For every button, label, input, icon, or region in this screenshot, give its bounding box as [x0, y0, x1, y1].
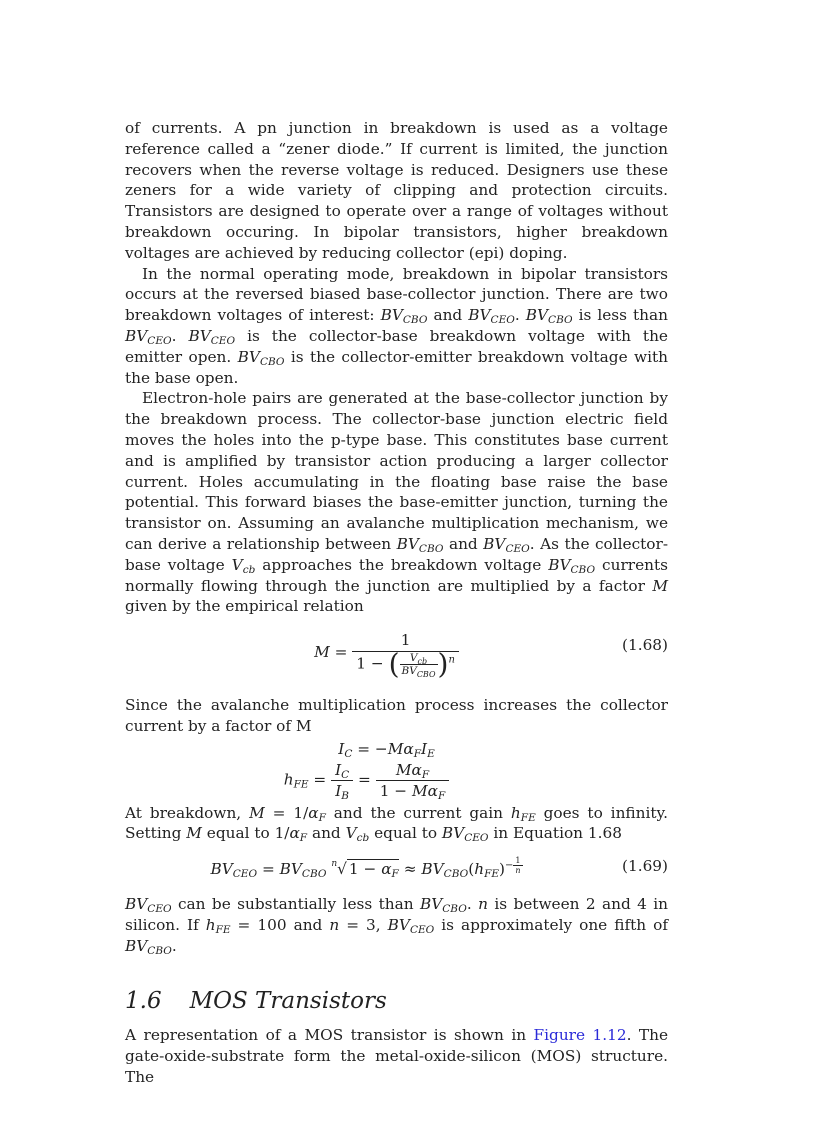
equation-ic: $I_C = -M\alpha_FI_E$: [338, 739, 435, 760]
paragraph-zener: of currents. A pn junction in breakdown is used as a voltage reference called a “zener diode.” If current is limited, the junction recovers when the reverse voltage is reduced. Designers use these zeners for a wide variety of clipping and protection circuits. Transistors are designed to operate over a range of voltages without breakdown occuring. In bipolar transistors, higher breakdown voltages are achieved by reducing collector (epi) doping.: [125, 119, 668, 262]
equation-number: (1.68): [622, 636, 668, 655]
equation-number: (1.69): [622, 857, 668, 876]
section-heading: [125, 987, 668, 1014]
equation-1-69: $BV_{CEO} = BV_{CBO}$ $^n$√ $1 - \alpha_F \approx BV_{CBO}(h_{FE})^{- \frac{1}{n}}$ (1.69): [210, 856, 668, 881]
paragraph-bvceo-fraction: $BV_{CEO}$ can be substantially less than $BV_{CBO}$. n is between 2 and 4 in silicon. If $h_{FE} = 100$ and n = 3, $BV_{CEO}$ is approximately one fifth of $BV_{CBO}$.: [125, 895, 668, 957]
section-title: MOS Transistors: [189, 987, 387, 1014]
page-body: [125, 118, 668, 1088]
section-number: 1.6: [125, 987, 162, 1014]
paragraph-breakdown-modes: In the normal operating mode, breakdown in bipolar transistors occurs at the reversed biased base-collector junction. There are two breakdown voltages of interest: $BV_{CBO}$ and $BV_{CEO}$. $BV_{CBO}$ is less than $BV_{CEO}$. $BV_{CEO}$ is the collector-base breakdown voltage with the emitter open. $BV_{CBO}$ is the collector-emitter breakdown voltage with the base open.: [125, 264, 669, 387]
equation-1-68: M = 1 1 − ( $\frac{V_{cb}}{BV_{CBO}}$ )$^n$ (1.68): [314, 631, 668, 681]
paragraph-mos-intro: A representation of a MOS transistor is shown in Figure 1.12. The gate-oxide-substrate form the metal-oxide-silicon (MOS) structure. The: [125, 1026, 669, 1086]
paragraph-avalanche: Electron-hole pairs are generated at the base-collector junction by the breakdown process. The collector-base junction electric field moves the holes into the p-type base. This constitutes base current and is amplified by transistor action producing a larger collector current. Holes accumulating in the floating base raise the base potential. This forward biases the base-emitter junction, turning the transistor on. Assuming an avalanche multiplication mechanism, we can derive a relationship between $BV_{CBO}$ and $BV_{CEO}$. As the collector-base voltage $V_{cb}$ approaches the breakdown voltage $BV_{CBO}$ currents normally flowing through the junction are multiplied by a factor M given by the empirical relation: [125, 389, 668, 616]
figure-link[interactable]: Figure 1.12: [533, 1026, 627, 1045]
paragraph-multiplication: Since the avalanche multiplication process increases the collector current by a factor of M: [125, 696, 668, 735]
paragraph-at-breakdown: At breakdown, $M = 1/\alpha_F$ and the current gain $h_{FE}$ goes to infinity. Setting M equal to $1/\alpha_F$ and $V_{cb}$ equal to $BV_{CEO}$ in Equation 1.68: [125, 803, 668, 845]
equation-hfe: $h_{FE}$ = $\frac{I_C}{I_B}$ = $\frac{M\alpha_F}{1 - M\alpha_F}$: [125, 760, 668, 801]
